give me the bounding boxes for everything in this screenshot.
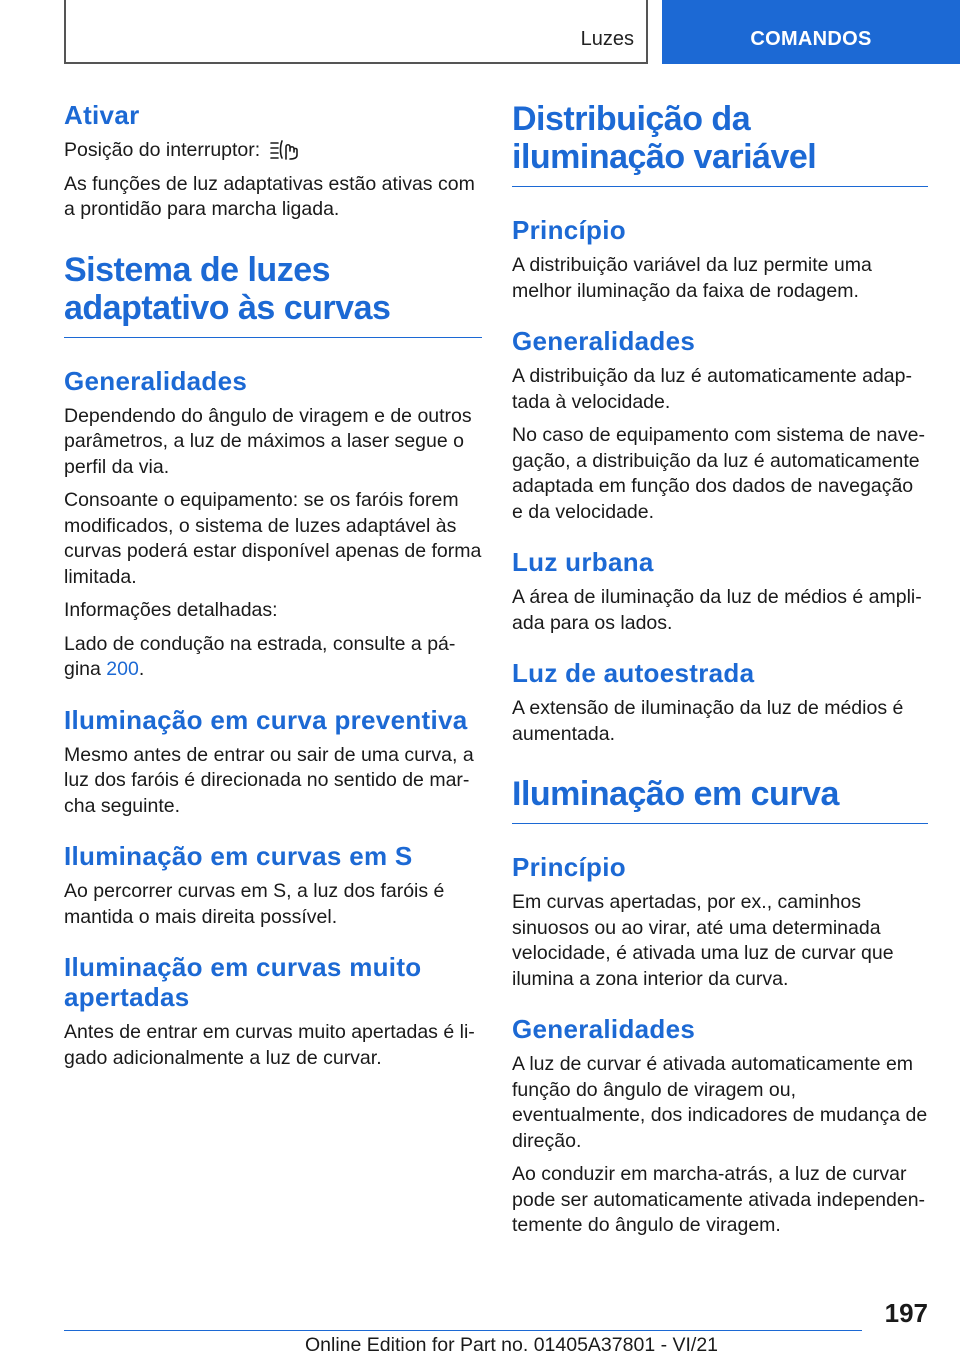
paragraph: Antes de entrar em curvas muito apertadas é ligado adicionalmente a luz de curvar. — [64, 1021, 475, 1069]
footer-divider — [64, 1330, 862, 1331]
heading-ativar: Ativar — [64, 100, 140, 130]
header-section-box — [64, 0, 648, 64]
header-section-title: Luzes — [580, 28, 634, 50]
left-column — [64, 100, 482, 1071]
auto-light-switch-icon — [270, 138, 300, 160]
paragraph: Mesmo antes de entrar ou sair de uma curva, a luz dos faróis é direcionada no sentido de marcha seguinte. — [64, 743, 474, 817]
paragraph: Em curvas apertadas, por ex., caminhos sinuosos ou ao virar, até uma determinada velocidade, é ativada uma luz de curvar que ilumina a zona interior da curva. — [512, 891, 894, 990]
paragraph: A distribuição variável da luz permite uma melhor iluminação da faixa de rodagem. — [512, 254, 872, 302]
page-link-200[interactable]: 200 — [106, 658, 139, 680]
heading-principio: Princípio — [512, 852, 626, 882]
header-chapter-label: COMANDOS — [750, 28, 872, 50]
paragraph: Dependendo do ângulo de viragem e de outros parâmetros, a luz de máximos a laser segue o perfil da via. — [64, 404, 472, 478]
heading-iluminacao-curva: Iluminação em curva — [512, 775, 928, 824]
header-chapter-tab[interactable] — [662, 0, 960, 64]
paragraph: As funções de luz adaptativas estão ativas com a prontidão para marcha ligada. — [64, 172, 475, 220]
heading-curvas-muito-apertadas: Iluminação em curvas muito apertadas — [64, 952, 422, 1012]
heading-generalidades: Generalidades — [512, 1014, 696, 1044]
heading-luz-autoestrada: Luz de autoestrada — [512, 658, 755, 688]
paragraph: Consoante o equipamento: se os faróis forem modificados, o sistema de luzes adaptável às curvas poderá estar disponível apenas de forma limitada. — [64, 489, 482, 588]
right-column — [512, 100, 928, 1239]
paragraph-page-reference: Lado de condução na estrada, consulte a página 200. — [64, 632, 456, 680]
paragraph-switch-position: Posição do interruptor: — [64, 138, 482, 164]
heading-generalidades: Generalidades — [64, 365, 248, 396]
paragraph: Ao conduzir em marcha-atrás, a luz de curvar pode ser automaticamente ativada independentemente do ângulo de viragem. — [512, 1163, 926, 1236]
paragraph: A extensão de iluminação da luz de médios é aumentada. — [512, 697, 904, 745]
heading-generalidades: Generalidades — [512, 326, 696, 356]
heading-iluminacao-preventiva: Iluminação em curva preventiva — [64, 704, 468, 735]
paragraph: A luz de curvar é ativada automaticamente em função do ângulo de viragem ou, eventualmente, dos indicadores de mudança de direção. — [512, 1053, 928, 1152]
page-number: 197 — [884, 1298, 928, 1328]
heading-principio: Princípio — [512, 215, 626, 245]
heading-curvas-em-s: Iluminação em curvas em S — [64, 841, 413, 871]
footer-edition-text: Online Edition for Part no. 01405A37801 - VI/21 — [305, 1334, 719, 1356]
paragraph: Ao percorrer curvas em S, a luz dos faróis é mantida o mais direita possível. — [64, 880, 445, 928]
heading-distribuicao: Distribuição da iluminação variável — [512, 100, 928, 187]
paragraph: A área de iluminação da luz de médios é ampliada para os lados. — [512, 586, 922, 634]
paragraph: No caso de equipamento com sistema de navegação, a distribuição da luz é automaticamente adaptada em função dos dados de navegação e da velocidade. — [512, 424, 925, 523]
heading-luz-urbana: Luz urbana — [512, 547, 654, 577]
heading-sistema-luzes: Sistema de luzes adaptativo às curvas — [64, 251, 482, 338]
paragraph: Informações detalhadas: — [64, 599, 278, 621]
paragraph: A distribuição da luz é automaticamente adaptada à velocidade. — [512, 365, 912, 413]
